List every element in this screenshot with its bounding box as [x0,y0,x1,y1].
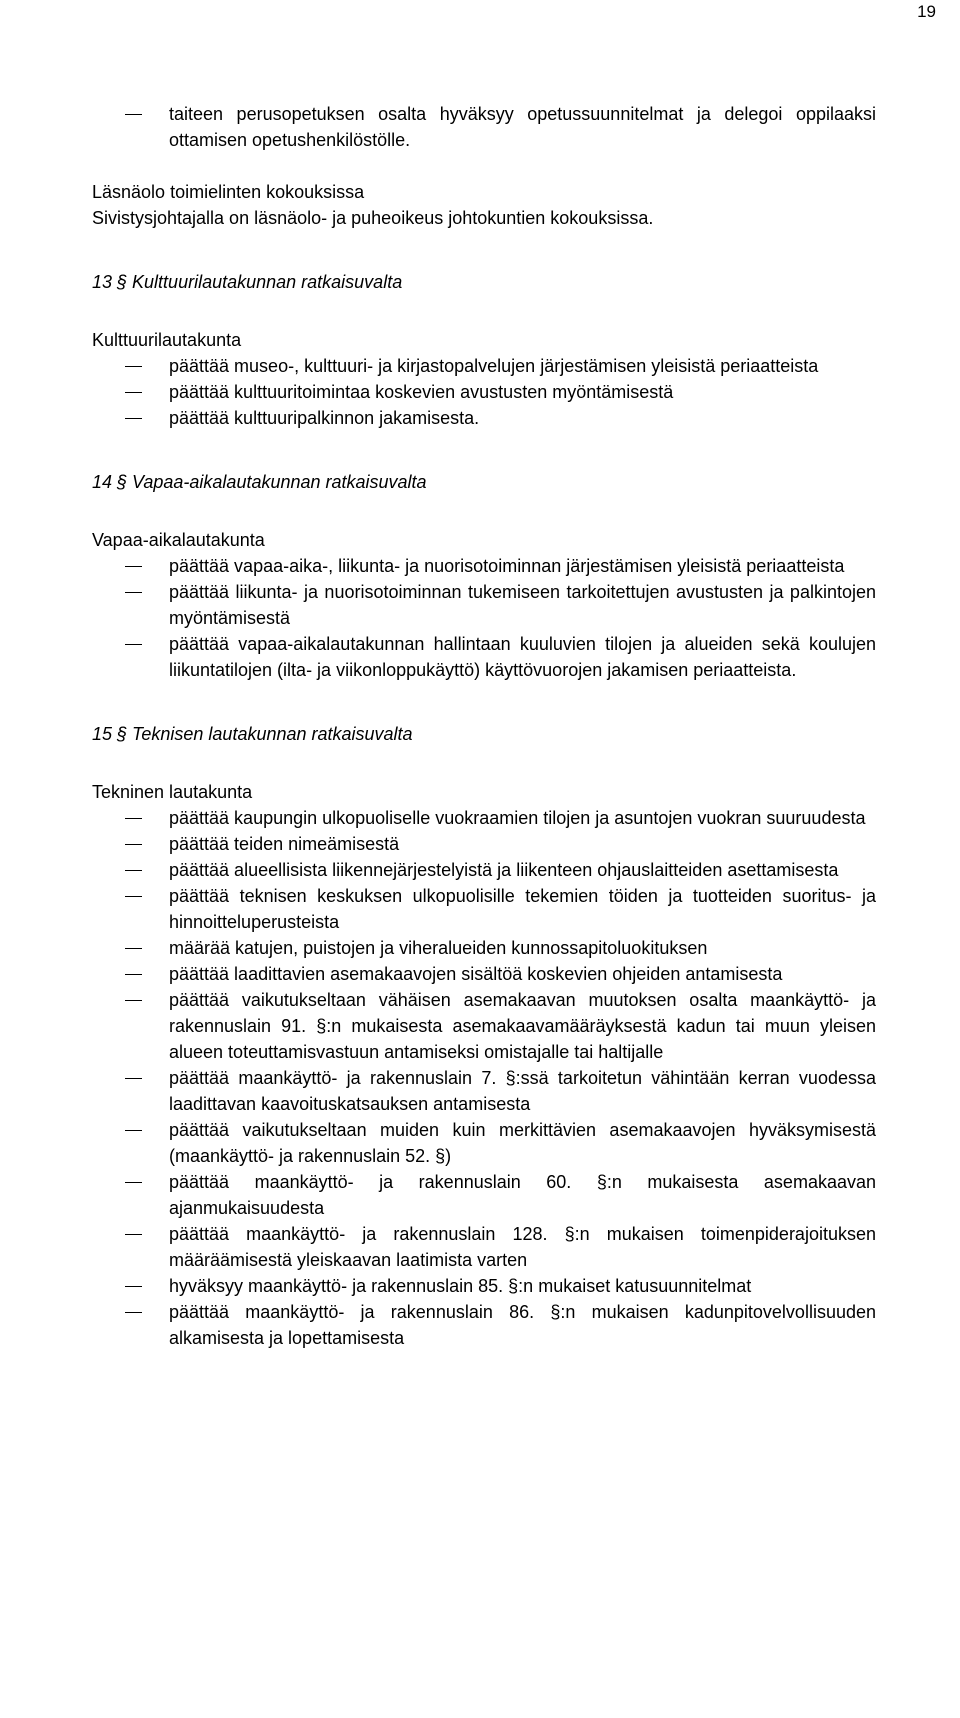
list-item: päättää kaupungin ulkopuoliselle vuokraamien tilojen ja asuntojen vuokran suuruudesta [92,805,876,831]
dash-bullet-icon [125,818,142,819]
list-item: päättää maankäyttö- ja rakennuslain 86. §:n mukaisen kadunpitovelvollisuuden alkamisesta ja lopettamisesta [92,1299,876,1351]
dash-bullet-icon [125,366,142,367]
dash-bullet-icon [125,1130,142,1131]
dash-bullet-icon [125,418,142,419]
page-content [92,101,876,1351]
section-list [92,553,876,683]
section-list [92,805,876,1351]
list-item: päättää teiden nimeämisestä [92,831,876,857]
list-item: hyväksyy maankäyttö- ja rakennuslain 85. §:n mukaiset katusuunnitelmat [92,1273,876,1299]
intro-list [92,101,876,153]
section-heading: 13 § Kulttuurilautakunnan ratkaisuvalta [92,272,403,292]
section-subheading: Vapaa-aikalautakunta [92,530,265,550]
dash-bullet-icon [125,948,142,949]
dash-bullet-icon [125,566,142,567]
list-item: päättää vaikutukseltaan muiden kuin merkittävien asemakaavojen hyväksymisestä (maankäyttö- ja rakennuslain 52. §) [92,1117,876,1169]
dash-bullet-icon [125,974,142,975]
list-item: päättää alueellisista liikennejärjestelyistä ja liikenteen ohjauslaitteiden asettamisesta [92,857,876,883]
list-item: päättää vapaa-aikalautakunnan hallintaan kuuluvien tilojen ja alueiden sekä koulujen liikuntatilojen (ilta- ja viikonloppukäyttö) käyttövuorojen jakamisen periaatteista. [92,631,876,683]
section-subheading: Kulttuurilautakunta [92,330,242,350]
dash-bullet-icon [125,1286,142,1287]
dash-bullet-icon [125,592,142,593]
list-item: määrää katujen, puistojen ja viheralueiden kunnossapitoluokituksen [92,935,876,961]
dash-bullet-icon [125,1078,142,1079]
list-item: päättää kulttuuritoimintaa koskevien avustusten myöntämisestä [92,379,876,405]
section-subheading: Tekninen lautakunta [92,782,253,802]
list-item: päättää maankäyttö- ja rakennuslain 60. §:n mukaisesta asemakaavan ajanmukaisuudesta [92,1169,876,1221]
list-item: päättää vaikutukseltaan vähäisen asemakaavan muutoksen osalta maankäyttö- ja rakennuslain 91. §:n mukaisesta asemakaavamääräyksestä kadun tai muun yleisen alueen toteuttamisvastuun antamiseksi omistajalle tai haltijalle [92,987,876,1065]
dash-bullet-icon [125,1312,142,1313]
dash-bullet-icon [125,114,142,115]
attendance-text: Sivistysjohtajalla on läsnäolo- ja puheoikeus johtokuntien kokouksissa. [92,208,654,228]
section-heading: 14 § Vapaa-aikalautakunnan ratkaisuvalta [92,472,427,492]
dash-bullet-icon [125,870,142,871]
list-item: päättää laadittavien asemakaavojen sisältöä koskevien ohjeiden antamisesta [92,961,876,987]
dash-bullet-icon [125,1000,142,1001]
list-item: taiteen perusopetuksen osalta hyväksyy opetussuunnitelmat ja delegoi oppilaaksi ottamisen opetushenkilöstölle. [92,101,876,153]
list-item: päättää teknisen keskuksen ulkopuolisille tekemien töiden ja tuotteiden suoritus- ja hinnoitteluperusteista [92,883,876,935]
list-item: päättää maankäyttö- ja rakennuslain 7. §:ssä tarkoitetun vähintään kerran vuodessa laadittavan kaavoituskatsauksen antamisesta [92,1065,876,1117]
dash-bullet-icon [125,1182,142,1183]
section-list [92,353,876,431]
attendance-heading: Läsnäolo toimielinten kokouksissa [92,182,365,202]
page-number: 19 [917,2,936,21]
dash-bullet-icon [125,844,142,845]
list-item: päättää vapaa-aika-, liikunta- ja nuorisotoiminnan järjestämisen yleisistä periaatteista [92,553,876,579]
list-item: päättää museo-, kulttuuri- ja kirjastopalvelujen järjestämisen yleisistä periaatteista [92,353,876,379]
section-heading: 15 § Teknisen lautakunnan ratkaisuvalta [92,724,413,744]
dash-bullet-icon [125,392,142,393]
list-item: päättää maankäyttö- ja rakennuslain 128. §:n mukaisen toimenpiderajoituksen määräämisestä yleiskaavan laatimista varten [92,1221,876,1273]
dash-bullet-icon [125,1234,142,1235]
list-item: päättää kulttuuripalkinnon jakamisesta. [92,405,876,431]
dash-bullet-icon [125,644,142,645]
dash-bullet-icon [125,896,142,897]
list-item: päättää liikunta- ja nuorisotoiminnan tukemiseen tarkoitettujen avustusten ja palkintojen myöntämisestä [92,579,876,631]
